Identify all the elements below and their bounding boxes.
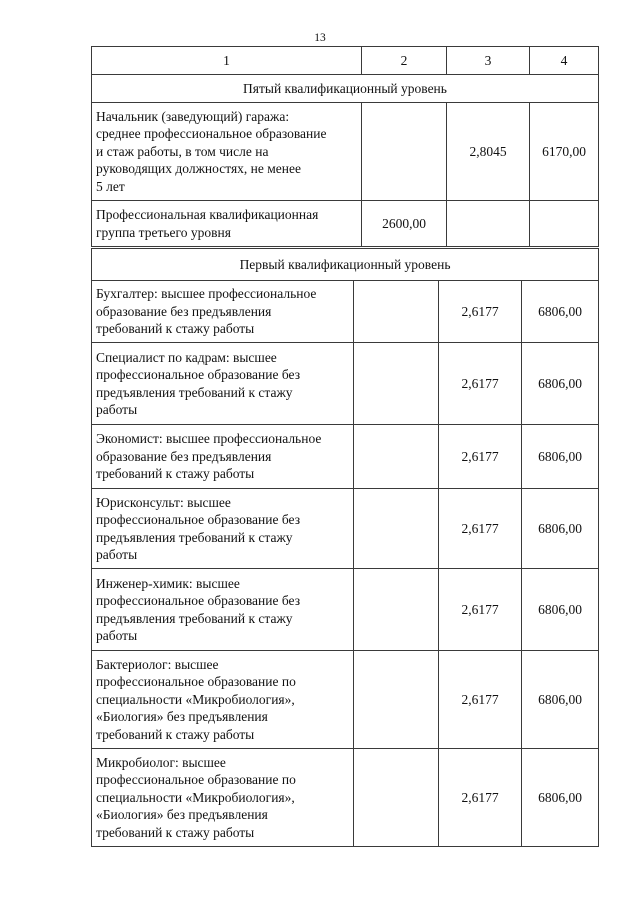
page-number: 13 (314, 32, 326, 44)
row-col-4: 6170,00 (530, 103, 599, 201)
row-line: профессиональное образование без (96, 367, 301, 382)
row-line: предъявления требований к стажу (96, 610, 293, 626)
salary-table-top (91, 46, 599, 247)
row-col-4: 6806,00 (522, 569, 599, 651)
row-col-3: 2,6177 (439, 281, 522, 343)
row-line: образование без предъявления (96, 303, 272, 319)
row-line: специальности «Микробиология», (96, 691, 295, 707)
row-col-4: 6806,00 (522, 651, 599, 749)
row-col-3: 2,6177 (439, 425, 522, 489)
row-line: «Биология» без предъявления (96, 709, 268, 725)
row-line: работы (96, 547, 138, 562)
row-description (92, 281, 354, 343)
row-line: профессиональное образование по (96, 674, 296, 690)
row-col-2 (354, 749, 439, 847)
row-col-4: 6806,00 (522, 425, 599, 489)
row-col-3: 2,6177 (439, 651, 522, 749)
row-col-3: 2,6177 (439, 749, 522, 847)
row-col-4: 6806,00 (522, 281, 599, 343)
row-description (92, 425, 354, 489)
header-row (92, 47, 599, 75)
row-col-3: 2,6177 (439, 569, 522, 651)
row-line: Бактериолог: высшее (96, 656, 219, 672)
section-title: Первый квалификационный уровень (92, 249, 599, 281)
row-col-4: 6806,00 (522, 343, 599, 425)
section-title: Пятый квалификационный уровень (92, 75, 599, 103)
row-line: профессиональное образование без (96, 512, 301, 527)
row-col-2 (354, 651, 439, 749)
row-col-2 (354, 425, 439, 489)
row-line: требований к стажу работы (96, 726, 255, 742)
row-line: специальности «Микробиология», (96, 789, 295, 805)
table-row (92, 343, 599, 425)
table-row (92, 651, 599, 749)
row-description (92, 343, 354, 425)
row-line: Юрисконсульт: высшее (96, 494, 231, 510)
row-line: Профессиональная квалификационная (96, 207, 319, 222)
row-line: Инженер-химик: высшее (96, 575, 240, 591)
row-col-3: 2,8045 (447, 103, 530, 201)
group-row (92, 201, 599, 247)
row-line: группа третьего уровня (96, 224, 231, 240)
row-col-4: 6806,00 (522, 749, 599, 847)
row-line: предъявления требований к стажу (96, 384, 293, 400)
row-line: требований к стажу работы (96, 466, 255, 482)
table-row (92, 281, 599, 343)
header-col-2: 2 (362, 47, 447, 75)
table-row (92, 425, 599, 489)
row-line: Специалист по кадрам: высшее (96, 349, 277, 365)
row-line: Бухгалтер: высшее профессиональное (96, 286, 317, 302)
table-row (92, 103, 599, 201)
row-line: «Биология» без предъявления (96, 807, 268, 823)
row-col-2 (354, 569, 439, 651)
group-col-4 (530, 201, 599, 247)
table-row (92, 749, 599, 847)
row-line: Экономист: высшее профессиональное (96, 431, 322, 447)
row-description (92, 489, 354, 569)
row-line: работы (96, 628, 138, 643)
row-line: требований к стажу работы (96, 321, 255, 337)
row-col-3: 2,6177 (439, 343, 522, 425)
table-row (92, 489, 599, 569)
row-line: Начальник (заведующий) гаража: (96, 108, 290, 124)
row-col-2 (354, 343, 439, 425)
table-row (92, 569, 599, 651)
group-col-2: 2600,00 (362, 201, 447, 247)
section-title-row (92, 249, 599, 281)
row-line: предъявления требований к стажу (96, 529, 293, 545)
row-line: среднее профессиональное образование (96, 126, 327, 142)
header-col-1: 1 (92, 47, 362, 75)
group-description (92, 201, 362, 247)
row-col-2 (354, 281, 439, 343)
row-line: и стаж работы, в том числе на (96, 143, 269, 159)
group-col-3 (447, 201, 530, 247)
row-line: образование без предъявления (96, 448, 272, 464)
row-line: профессиональное образование по (96, 772, 296, 788)
row-col-3: 2,6177 (439, 489, 522, 569)
row-line: профессиональное образование без (96, 593, 301, 608)
row-description (92, 569, 354, 651)
row-line: руководящих должностях, не менее (96, 161, 301, 177)
section-title-row (92, 75, 599, 103)
row-col-2 (362, 103, 447, 201)
header-col-4: 4 (530, 47, 599, 75)
row-col-2 (354, 489, 439, 569)
row-line: требований к стажу работы (96, 824, 255, 840)
row-description (92, 651, 354, 749)
salary-table-bottom (91, 248, 599, 847)
row-line: Микробиолог: высшее (96, 754, 226, 770)
row-description (92, 103, 362, 201)
row-col-4: 6806,00 (522, 489, 599, 569)
row-line: 5 лет (96, 178, 125, 194)
row-description (92, 749, 354, 847)
row-line: работы (96, 402, 138, 417)
header-col-3: 3 (447, 47, 530, 75)
